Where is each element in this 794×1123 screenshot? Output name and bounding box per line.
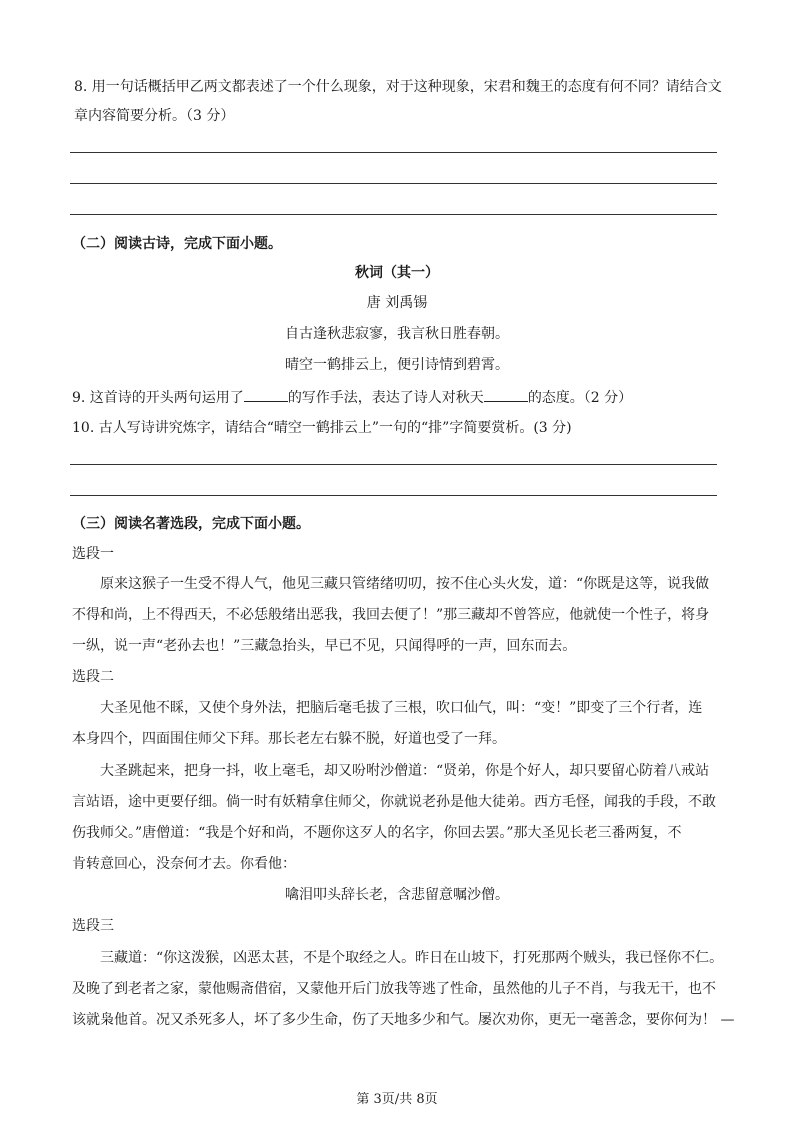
excerpt2-line: 伤我师父。”唐僧道：“我是个好和尚，不题你这歹人的名字，你回去罢。”那大圣见长老三番两复，不	[72, 825, 682, 841]
poem-line-1: 自古逢秋悲寂寥，我言秋日胜春朝。	[285, 326, 509, 342]
excerpt1-label: 选段一	[72, 546, 114, 562]
excerpt2-label: 选段二	[72, 669, 114, 685]
excerpt3-line: 三藏道：“你这泼猴，凶恶太甚，不是个取经之人。昨日在山坡下，打死那两个贼头，我已怪你不仁。	[100, 950, 724, 966]
q8-text-line1: 8. 用一句话概括甲乙两文都表述了一个什么现象，对于这种现象，宋君和魏王的态度有何不同？请结合文	[74, 79, 722, 95]
excerpt2-verse: 噙泪叩头辞长老，含悲留意嘱沙僧。	[285, 887, 509, 903]
excerpt1-line: 原来这猴子一生受不得人气，他见三藏只管绪绪叨叨，按不住心头火发，道：“你既是这等，说我做	[100, 576, 710, 592]
answer-line[interactable]	[70, 495, 717, 496]
answer-line[interactable]	[70, 152, 717, 153]
q9-text-part3: 的态度。（2 分）	[527, 390, 633, 406]
q8-text-line2: 章内容简要分析。（3 分）	[74, 108, 235, 124]
answer-line[interactable]	[70, 183, 717, 184]
q9-blank-2[interactable]	[484, 388, 528, 402]
poem-line-2: 晴空一鹤排云上，便引诗情到碧霄。	[285, 357, 509, 373]
section3-heading: （三）阅读名著选段，完成下面小题。	[72, 516, 310, 532]
q9-text	[72, 388, 632, 407]
answer-line[interactable]	[70, 464, 717, 465]
excerpt1-line: 不得和尚，上不得西天，不必恁般绪出恶我，我回去便了！”那三藏却不曾答应，他就使一个性子，将身	[72, 607, 710, 623]
poem-title: 秋词（其一）	[355, 265, 439, 281]
excerpt1-line: 一纵，说一声“老孙去也！”三藏急抬头，早已不见，只闻得呼的一声，回东而去。	[72, 638, 577, 654]
excerpt2-line: 大圣见他不睬，又使个身外法，把脑后毫毛拔了三根，吹口仙气，叫：“变！”即变了三个行者，连	[100, 700, 703, 716]
q10-text: 10. 古人写诗讲究炼字，请结合“晴空一鹤排云上”一句的“排”字简要赏析。(3 分)	[72, 420, 572, 436]
answer-line[interactable]	[70, 214, 717, 215]
excerpt3-label: 选段三	[72, 918, 114, 934]
excerpt2-line: 本身四个，四面围住师父下拜。那长老左右躲不脱，好道也受了一拜。	[72, 731, 506, 747]
q9-text-part2: 的写作手法，表达了诗人对秋天	[287, 390, 484, 406]
poem-author: 唐 刘禹锡	[366, 295, 428, 311]
excerpt3-line: 及晚了到老者之家，蒙他赐斋借宿，又蒙他开后门放我等逃了性命，虽然他的儿子不肖，与我无干，也不	[72, 981, 716, 997]
section2-heading: （二）阅读古诗，完成下面小题。	[72, 236, 282, 252]
q9-blank-1[interactable]	[244, 388, 288, 402]
excerpt3-line: 该就枭他首。况又杀死多人，坏了多少生命，伤了天地多少和气。屡次劝你，更无一毫善念，要你何为！ —	[72, 1012, 735, 1028]
q9-text-part1: 9. 这首诗的开头两句运用了	[72, 390, 244, 406]
excerpt2-line: 言站语，途中更要仔细。倘一时有妖精拿住师父，你就说老孙是他大徒弟。西方毛怪，闻我的手段，不敢	[72, 794, 716, 810]
excerpt2-line: 肯转意回心，没奈何才去。你看他：	[72, 856, 296, 872]
excerpt2-line: 大圣跳起来，把身一抖，收上毫毛，却又吩咐沙僧道：“贤弟，你是个好人，却只要留心防着八戒站	[100, 763, 710, 779]
page-footer: 第 3页/共 8页	[356, 1092, 438, 1107]
